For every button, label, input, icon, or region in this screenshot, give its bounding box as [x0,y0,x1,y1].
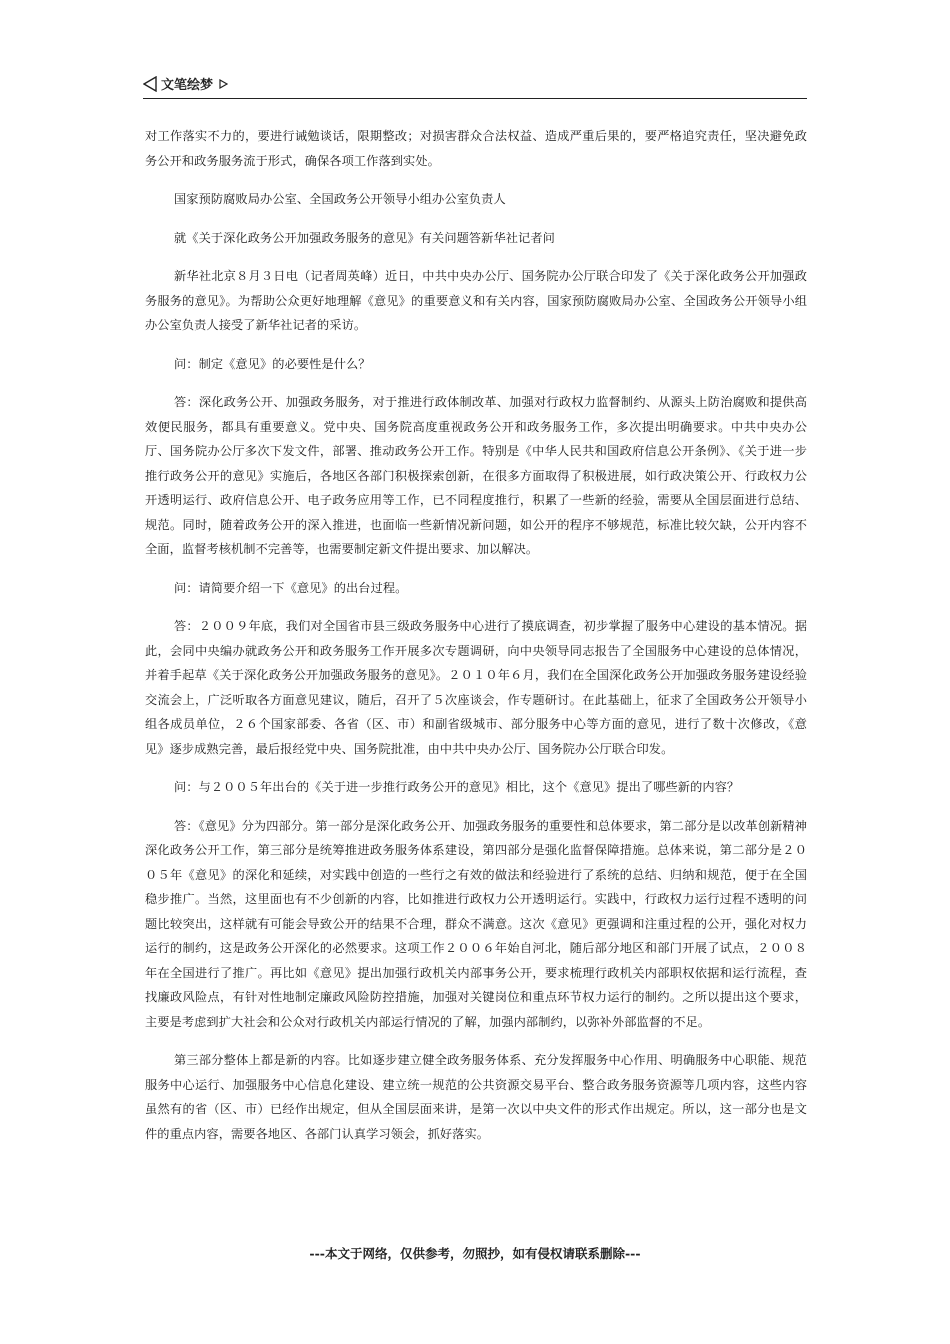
brand-name: 文笔绘梦 [161,78,214,93]
brand [143,74,228,93]
paragraph: 国家预防腐败局办公室、全国政务公开领导小组办公室负责人 [174,192,506,206]
answer: 答：２００９年底，我们对全国省市县三级政务服务中心进行了摸底调查，初步掌握了服务中心建设的基本情况。据此，会同中央编办就政务公开和政务服务工作开展多次专题调研，向中央领导同志报告了全国服务中心建设的总体情况，并着手起草《关于深化政务公开加强政务服务的意见》。２０１０年６月，我们在全国深化政务公开加强政务服务建设经验交流会上，广泛听取各方面意见建议，随后，召开了５次座谈会，作专题研讨。在此基础上，征求了全国政务公开领导小组各成员单位，２６个国家部委、各省（区、市）和副省级城市、部分服务中心等方面的意见，进行了数十次修改，《意见》逐步成熟完善，最后报经党中央、国务院批准，由中共中央办公厅、国务院办公厅联合印发。 [145,619,807,756]
question: 问：请简要介绍一下《意见》的出台过程。 [174,580,408,595]
paragraph: 新华社北京８月３日电（记者周英峰）近日，中共中央办公厅、国务院办公厅联合印发了《关于深化政务公开加强政务服务的意见》。为帮助公众更好地理解《意见》的重要意义和有关内容，国家预防腐败局办公室、全国政务公开领导小组办公室负责人接受了新华社记者的采访。 [145,269,807,332]
triangle-right-icon [219,79,228,89]
answer: 答：《意见》分为四部分。第一部分是深化政务公开、加强政务服务的重要性和总体要求，第二部分是以改革创新精神深化政务公开工作，第三部分是统筹推进政务服务体系建设，第四部分是强化监督保障措施。总体来说，第二部分是２００５年《意见》的深化和延续，对实践中创造的一些行之有效的做法和经验进行了系统的总结、归纳和规范，便于在全国稳步推广。当然，这里面也有不少创新的内容，比如推进行政权力公开透明运行。实践中，行政权力运行过程不透明的问题比较突出，这样就有可能会导致公开的结果不合理，群众不满意。这次《意见》更强调和注重过程的公开，强化对权力运行的制约，这是政务公开深化的必然要求。这项工作２００６年始自河北，随后部分地区和部门开展了试点，２００８年在全国进行了推广。再比如《意见》提出加强行政机关内部事务公开，要求梳理行政机关内部职权依据和运行流程，查找廉政风险点，有针对性地制定廉政风险防控措施，加强对关键岗位和重点环节权力运行的制约。之所以提出这个要求，主要是考虑到扩大社会和公众对行政机关内部运行情况的了解，加强内部制约，以弥补外部监督的不足。 [145,818,807,1029]
triangle-left-icon [143,76,157,92]
question: 问：制定《意见》的必要性是什么？ [174,356,371,371]
footer-disclaimer: ---本文于网络，仅供参考，勿照抄，如有侵权请联系删除--- [309,1246,641,1261]
page-header [143,72,807,99]
article-body [145,124,807,1160]
answer: 答：深化政务公开、加强政务服务，对于推进行政体制改革、加强对行政权力监督制约、从源头上防治腐败和提供高效便民服务，都具有重要意义。党中央、国务院高度重视政务公开和政务服务工作，多次提出明确要求。中共中央办公厅、国务院办公厅多次下发文件，部署、推动政务公开工作。特别是《中华人民共和国政府信息公开条例》、《关于进一步推行政务公开的意见》实施后，各地区各部门积极探索创新，在很多方面取得了积极进展，如行政决策公开、行政权力公开透明运行、政府信息公开、电子政务应用等工作，已不同程度推行，积累了一些新的经验，需要从全国层面进行总结、规范。同时，随着政务公开的深入推进，也面临一些新情况新问题，如公开的程序不够规范，标准比较欠缺，公开内容不全面，监督考核机制不完善等，也需要制定新文件提出要求、加以解决。 [145,395,807,556]
question: 问：与２００５年出台的《关于进一步推行政务公开的意见》相比，这个《意见》提出了哪些新的内容？ [174,780,740,794]
paragraph: 第三部分整体上都是新的内容。比如逐步建立健全政务服务体系、充分发挥服务中心作用、明确服务中心职能、规范服务中心运行、加强服务中心信息化建设、建立统一规范的公共资源交易平台、整合政务服务资源等几项内容，这些内容虽然有的省（区、市）已经作出规定，但从全国层面来讲，是第一次以中央文件的形式作出规定。所以，这一部分也是文件的重点内容，需要各地区、各部门认真学习领会，抓好落实。 [145,1053,807,1141]
paragraph: 对工作落实不力的，要进行诫勉谈话，限期整改；对损害群众合法权益、造成严重后果的，要严格追究责任，坚决避免政务公开和政务服务流于形式，确保各项工作落到实处。 [145,129,807,168]
paragraph: 就《关于深化政务公开加强政务服务的意见》有关问题答新华社记者问 [174,230,555,245]
